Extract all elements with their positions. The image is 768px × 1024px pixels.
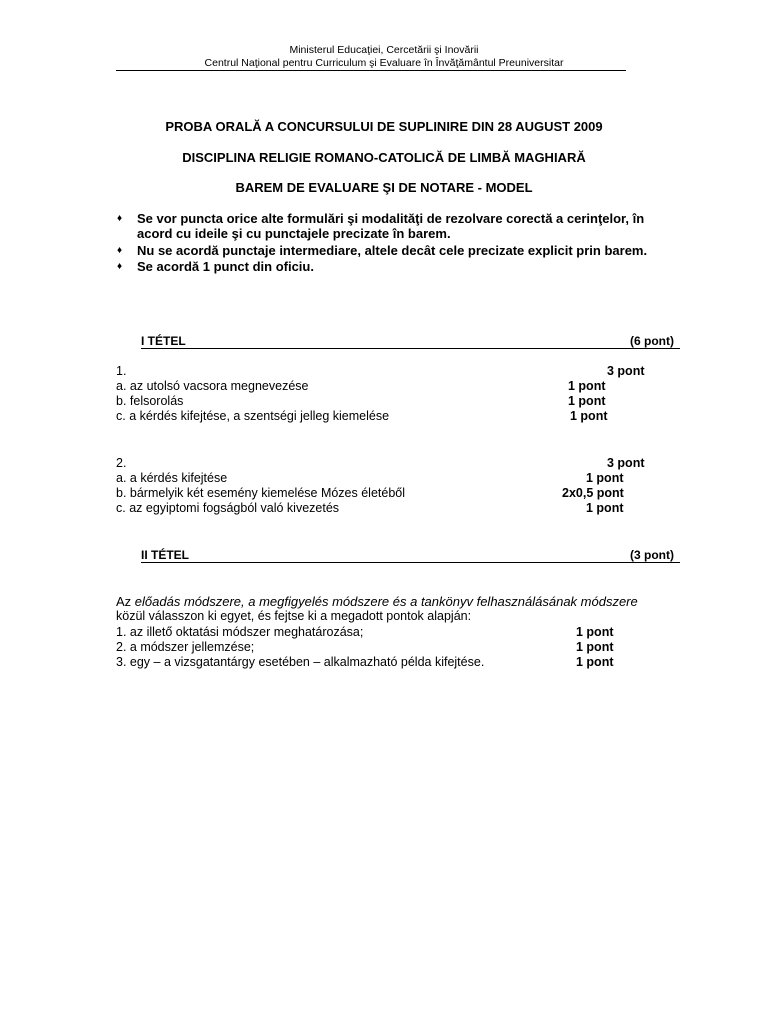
intro-methods: előadás módszere, a megfigyelés módszere és a tankönyv felhasználásának módszere bbox=[134, 594, 638, 609]
item-1a-points: 1 pont bbox=[568, 379, 606, 393]
section-2-intro-line1 bbox=[116, 594, 638, 609]
item-2b-points: 2x0,5 pont bbox=[562, 486, 624, 500]
item-2-total: 3 pont bbox=[607, 456, 645, 470]
diamond-bullet-icon: ♦ bbox=[117, 245, 123, 256]
bullet-3: Se acordă 1 punct din oficiu. bbox=[137, 259, 314, 274]
item-1-number: 1. bbox=[116, 364, 127, 378]
item-1c: c. a kérdés kifejtése, a szentségi jelleg kiemelése bbox=[116, 409, 390, 423]
bullet-1-line1: Se vor puncta orice alte formulări şi modalităţi de rezolvare corectă a cerinţelor, în bbox=[137, 211, 645, 226]
intro-az: Az bbox=[116, 594, 132, 609]
item-2c-points: 1 pont bbox=[586, 501, 624, 515]
item-1b-points: 1 pont bbox=[568, 394, 606, 408]
bullet-2: Nu se acordă punctaje intermediare, altele decât cele precizate explicit prin barem. bbox=[137, 243, 648, 258]
section-2-rule bbox=[141, 562, 680, 563]
diamond-bullet-icon: ♦ bbox=[117, 213, 123, 224]
requirement-1-points: 1 pont bbox=[576, 625, 614, 639]
title-discipline: DISCIPLINA RELIGIE ROMANO-CATOLICĂ DE LIMBĂ MAGHIARĂ bbox=[182, 150, 586, 165]
item-2-number: 2. bbox=[116, 456, 127, 470]
title-barem: BAREM DE EVALUARE ŞI DE NOTARE - MODEL bbox=[235, 180, 533, 195]
item-1b: b. felsorolás bbox=[116, 394, 184, 408]
item-2a: a. a kérdés kifejtése bbox=[116, 471, 228, 485]
diamond-bullet-icon: ♦ bbox=[117, 261, 123, 272]
section-2-intro-line2: közül válasszon ki egyet, és fejtse ki a megadott pontok alapján: bbox=[116, 609, 472, 623]
header-center: Centrul Naţional pentru Curriculum şi Evaluare în Învăţământul Preuniversitar bbox=[204, 57, 564, 69]
section-2-title: II TÉTEL bbox=[141, 548, 189, 562]
item-1c-points: 1 pont bbox=[570, 409, 608, 423]
item-2c: c. az egyiptomi fogságból való kivezetés bbox=[116, 501, 340, 515]
section-1-points: (6 pont) bbox=[630, 334, 674, 348]
requirement-2: 2. a módszer jellemzése; bbox=[116, 640, 255, 654]
item-1a: a. az utolsó vacsora megnevezése bbox=[116, 379, 309, 393]
header-rule bbox=[116, 70, 626, 71]
bullet-1-line2: acord cu ideile şi cu punctajele precizate în barem. bbox=[137, 226, 451, 241]
item-1-total: 3 pont bbox=[607, 364, 645, 378]
item-2a-points: 1 pont bbox=[586, 471, 624, 485]
section-1-title: I TÉTEL bbox=[141, 334, 186, 348]
title-exam: PROBA ORALĂ A CONCURSULUI DE SUPLINIRE DIN 28 AUGUST 2009 bbox=[165, 119, 603, 134]
section-2-points: (3 pont) bbox=[630, 548, 674, 562]
requirement-3-points: 1 pont bbox=[576, 655, 614, 669]
requirement-2-points: 1 pont bbox=[576, 640, 614, 654]
requirement-3: 3. egy – a vizsgatantárgy esetében – alkalmazható példa kifejtése. bbox=[116, 655, 485, 669]
requirement-1: 1. az illető oktatási módszer meghatározása; bbox=[116, 625, 364, 639]
section-1-rule bbox=[141, 348, 680, 349]
header-ministry: Ministerul Educaţiei, Cercetării şi Inovării bbox=[289, 44, 479, 56]
item-2b: b. bármelyik két esemény kiemelése Mózes életéből bbox=[116, 486, 406, 500]
